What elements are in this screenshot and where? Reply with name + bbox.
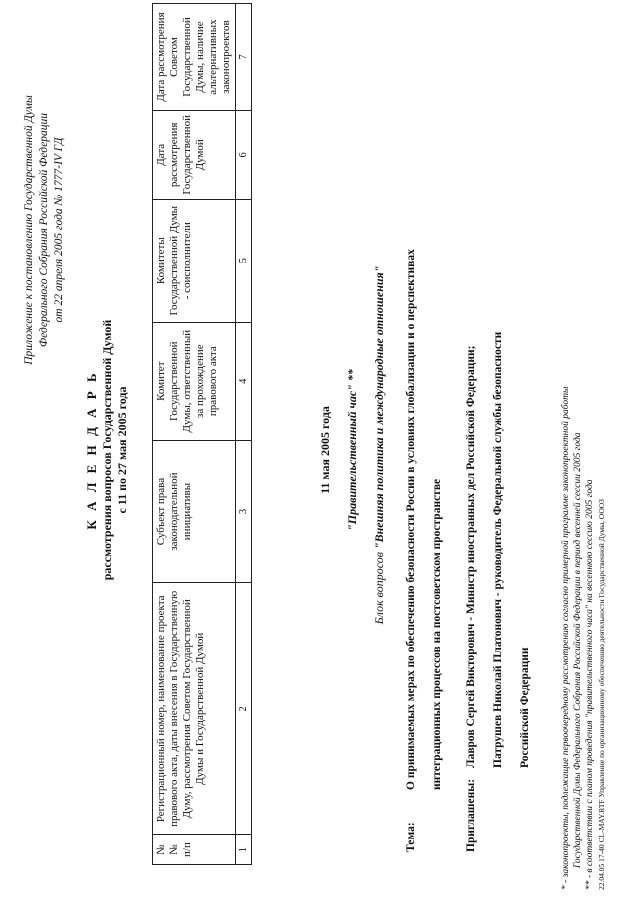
col-number-6: 6 xyxy=(236,111,252,200)
block-title: "Внешняя политика и международные отношения" xyxy=(372,265,386,550)
invited-person-2-cont: Российской Федерации xyxy=(519,647,531,768)
file-info: 22.04.05 17-40 CL-MAY.RTF Управление по организационному обеспечению деятельности Государственной Думы, ООО3 xyxy=(597,499,606,890)
footnote-2: ** - в соответствии с планом проведения "правительственного часа" на весеннюю сессию 2005 года xyxy=(585,479,595,890)
question-block xyxy=(372,0,387,890)
calendar-table xyxy=(152,3,252,865)
theme-line-1: О принимаемых мерах по обеспечению безопасности России в условиях глобализации и о перспективах xyxy=(405,249,417,790)
theme-line-2: интеграционных процессов на постсоветском пространстве xyxy=(431,478,443,790)
header-col-3: Субъект права законодательной инициативы xyxy=(153,440,236,583)
block-prefix: Блок вопросов xyxy=(372,549,386,625)
title-subject: рассмотрения вопросов Государственной Думой xyxy=(100,319,114,581)
approval-note xyxy=(22,20,67,440)
col-number-1: 1 xyxy=(236,835,252,865)
header-col-4: Комитет Государственной Думы, ответственный за прохождение правового акта xyxy=(153,322,236,440)
footnote-1-line-2: Государственной Думы Федерального Собрания Российской Федерации в период весенней сессии 2005 года xyxy=(573,432,583,868)
footnote-1-line-1: * - законопроекты, подлежащие первоочередному рассмотрению согласно примерной программе законопроектной работы xyxy=(561,386,571,890)
header-col-7: Дата рассмотрения Советом Государственной Думы, наличие альтернативных законопроектов xyxy=(153,4,236,111)
invited-person-2: Патрушев Николай Платонович - руководитель Федеральной службы безопасности xyxy=(492,331,504,768)
header-col-2: Регистрационный номер, наименование проекта правового акта, даты внесения в Государственную Думу, рассмотрения Советом Государственной Думы и Государственной Думой xyxy=(153,583,236,835)
footnotes xyxy=(560,10,608,890)
theme-label: Тема: xyxy=(405,822,417,852)
col-number-2: 2 xyxy=(236,583,252,835)
approval-line-2: Федерального Собрания Российской Федерации xyxy=(38,112,50,348)
theme-section xyxy=(398,32,450,852)
approval-line-3: от 22 апреля 2005 года № 1777-IV ГД xyxy=(53,137,65,323)
government-hour-heading: "Правительственный час" ** xyxy=(345,369,359,531)
title-calendar: К А Л Е Н Д А Р Ь xyxy=(84,370,99,530)
col-number-5: 5 xyxy=(236,199,252,322)
approval-line-1: Приложение к постановлению Государственной Думы xyxy=(23,95,35,365)
invited-section xyxy=(458,32,539,852)
col-number-4: 4 xyxy=(236,322,252,440)
invited-person-1: Лавров Сергей Викторович - Министр иностранных дел Российской Федерации; xyxy=(465,345,477,768)
date-heading: 11 мая 2005 года xyxy=(318,406,332,494)
header-col-6: Дата рассмотрения Государственной Думой xyxy=(153,111,236,200)
header-col-5: Комитеты Государственной Думы - соисполнители xyxy=(153,199,236,322)
col-number-7: 7 xyxy=(236,4,252,111)
col-number-3: 3 xyxy=(236,440,252,583)
table-number-row xyxy=(236,4,252,865)
invited-label: Приглашены: xyxy=(465,778,477,852)
header-col-1: №№ п/п xyxy=(153,835,236,865)
table-header-row xyxy=(153,4,236,865)
title-period: с 11 по 27 мая 2005 года xyxy=(115,386,129,514)
document-title xyxy=(84,0,130,900)
